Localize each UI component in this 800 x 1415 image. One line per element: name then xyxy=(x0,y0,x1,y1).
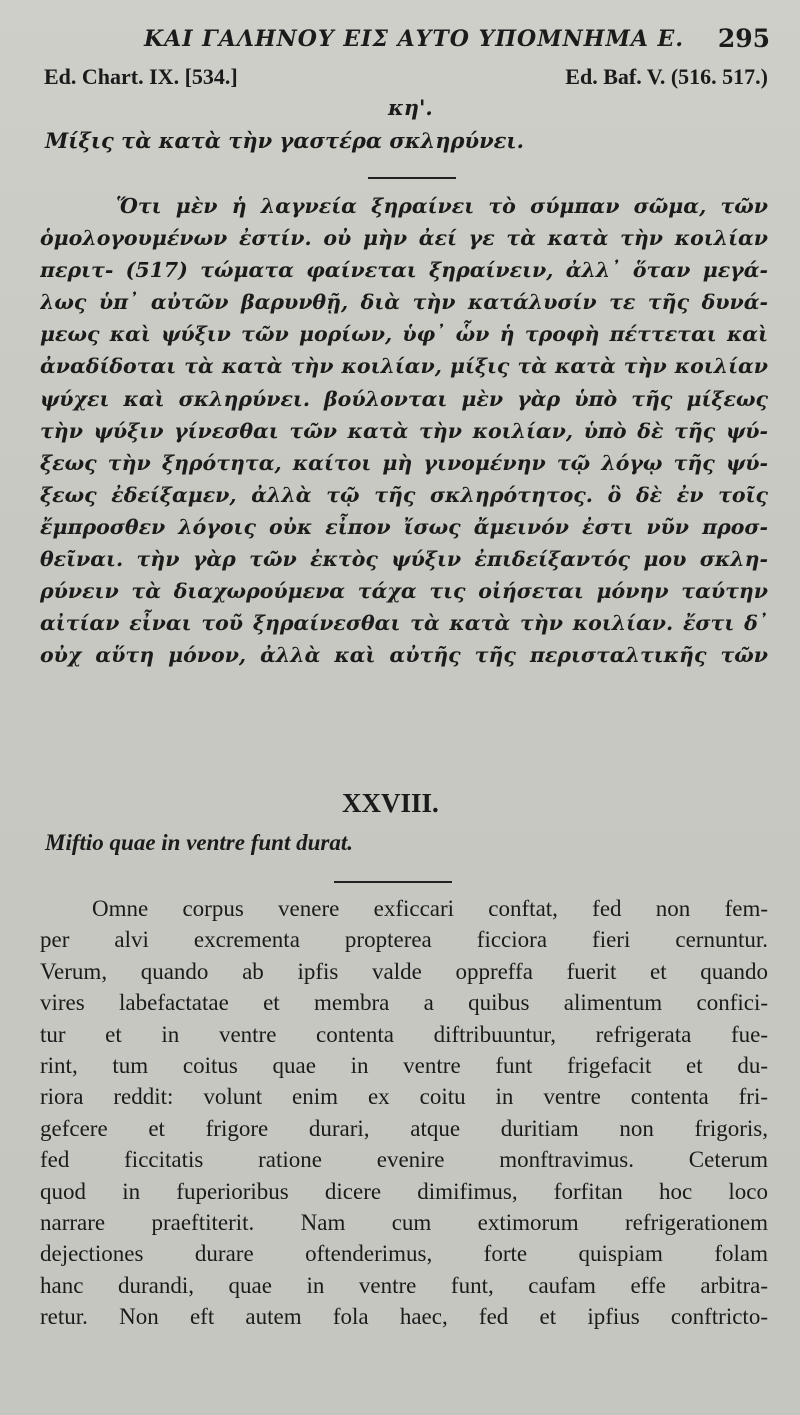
edition-basel: Ed. Baf. V. (516. 517.) xyxy=(565,64,768,89)
greek-text-line: αἰτίαν εἶναι τοῦ ξηραίνεσθαι τὰ κατὰ τὴν κοιλίαν. ἔστι δ᾽ xyxy=(40,611,768,636)
separator-rule xyxy=(368,177,456,179)
latin-text-line: riora reddit: volunt enim ex coitu in ventre contenta fri- xyxy=(40,1084,768,1110)
greek-text-line: τὴν ψύξιν γίνεσθαι τῶν κατὰ τὴν κοιλίαν, ὑπὸ δὲ τῆς ψύ- xyxy=(40,418,768,443)
latin-text-line: tur et in ventre contenta diftribuuntur, refrigerata fue- xyxy=(40,1021,768,1047)
greek-text-line: περιτ- (517) τώματα φαίνεται ξηραίνειν, ἀλλ᾽ ὅταν μεγά- xyxy=(40,258,768,283)
latin-section-heading: Miftio quae in ventre funt durat. xyxy=(45,830,353,855)
latin-text-line: rint, tum coitus quae in ventre funt frigefacit et du- xyxy=(40,1052,768,1078)
separator-rule xyxy=(334,881,452,883)
greek-text-line: μεως καὶ ψύξιν τῶν μορίων, ὑφ᾽ ὧν ἡ τροφὴ πέττεται καὶ xyxy=(40,322,768,347)
latin-text-line: gefcere et frigore durari, atque duritiam non frigoris, xyxy=(40,1115,768,1141)
latin-text-line: vires labefactatae et membra a quibus alimentum confici- xyxy=(40,990,768,1016)
greek-text-line: ρύνειν τὰ διαχωρούμενα τάχα τις οἰήσεται μόνην ταύτην xyxy=(40,579,768,604)
greek-section-heading: Μίξις τὰ κατὰ τὴν γαστέρα σκληρύνει. xyxy=(45,128,524,153)
greek-section-number: κη'. xyxy=(388,95,433,120)
greek-text-line: ἔμπροσθεν λόγοις οὐκ εἶπον ἴσως ἄμεινόν ἐστι νῦν προσ- xyxy=(40,514,768,539)
latin-text-line: retur. Non eft autem fola haec, fed et ipfius conftricto- xyxy=(40,1304,768,1330)
greek-text-line: Ὅτι μὲν ἡ λαγνεία ξηραίνει τὸ σύμπαν σῶμα, τῶν xyxy=(116,194,768,218)
greek-text-line: ὁμολογουμένων ἐστίν. οὐ μὴν ἀεί γε τὰ κατὰ τὴν κοιλίαν xyxy=(40,226,768,251)
latin-section-number: XXVIII. xyxy=(342,788,439,818)
latin-text-block xyxy=(40,893,768,1332)
page-number: 295 xyxy=(717,24,770,53)
latin-text-line: dejectiones durare oftenderimus, forte quispiam folam xyxy=(40,1241,768,1267)
greek-text-line: ἀναδίδοται τὰ κατὰ τὴν κοιλίαν, μίξις τὰ κατὰ τὴν κοιλίαν xyxy=(40,354,768,379)
greek-text-line: ξεως τὴν ξηρότητα, καίτοι μὴ γινομένην τῷ λόγῳ τῆς ψύ- xyxy=(40,450,768,475)
greek-text-line: ξεως ἐδείξαμεν, ἀλλὰ τῷ τῆς σκληρότητος. ὃ δὲ ἐν τοῖς xyxy=(40,482,768,507)
greek-text-line: ψύχει καὶ σκληρύνει. βούλονται μὲν γὰρ ὑπὸ τῆς μίξεως xyxy=(40,386,768,411)
latin-text-line: Verum, quando ab ipfis valde oppreffa fuerit et quando xyxy=(40,958,768,984)
latin-text-line: fed ficcitatis ratione evenire monftravimus. Ceterum xyxy=(40,1147,768,1173)
latin-text-line: narrare praeftiterit. Nam cum extimorum refrigerationem xyxy=(40,1209,768,1235)
greek-text-line: λως ὑπ᾽ αὐτῶν βαρυνθῇ, διὰ τὴν κατάλυσίν τε τῆς δυνά- xyxy=(40,290,768,315)
greek-text-line: θεῖναι. τὴν γὰρ τῶν ἐκτὸς ψύξιν ἐπιδείξαντός μου σκλη- xyxy=(40,547,768,572)
latin-text-line: quod in fuperioribus dicere dimifimus, forfitan hoc loco xyxy=(40,1178,768,1204)
latin-text-line: per alvi excrementa propterea ficciora fieri cernuntur. xyxy=(40,927,768,953)
edition-chartier: Ed. Chart. IX. [534.] xyxy=(44,64,238,89)
greek-text-block xyxy=(40,190,768,671)
edition-line xyxy=(44,64,768,90)
running-head-title: ΚΑΙ ΓΑΛΗΝΟΥ ΕΙΣ ΑΥΤΟ ΥΠΟΜΝΗΜΑ Ε. xyxy=(144,26,684,52)
latin-text-line: hanc durandi, quae in ventre funt, caufam effe arbitra- xyxy=(40,1272,768,1298)
latin-text-line: Omne corpus venere exficcari conftat, fed non fem- xyxy=(92,896,768,921)
running-head xyxy=(40,22,770,52)
greek-text-line: οὐχ αὕτη μόνον, ἀλλὰ καὶ αὐτῆς τῆς περισταλτικῆς τῶν xyxy=(40,643,768,668)
